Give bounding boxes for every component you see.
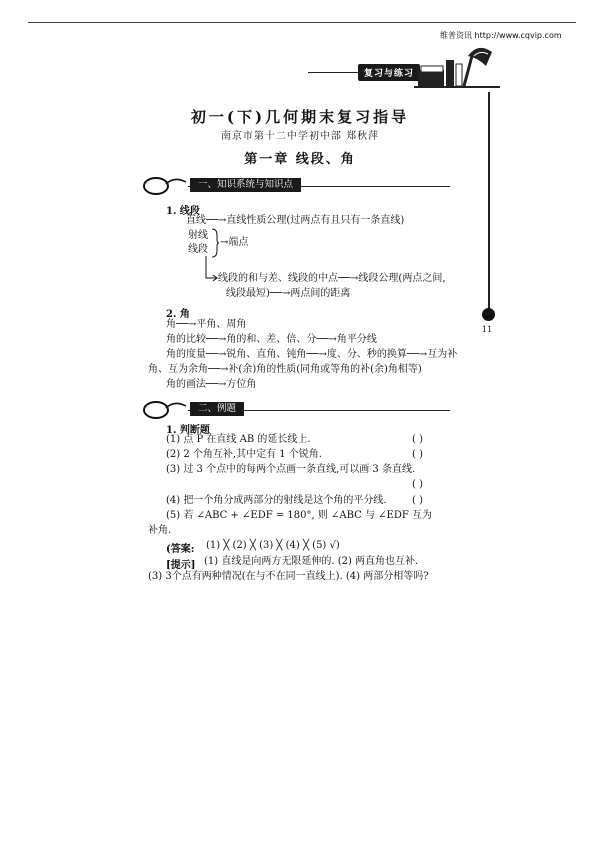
part1-label: 1. 线段 <box>166 206 200 217</box>
hint-text: (1) 直线是向两方无限延伸的. (2) 两直角也互补. <box>204 556 419 567</box>
article-title: 初一(下)几何期末复习指导 <box>190 108 410 126</box>
answer-text: (1) ╳ (2) ╳ (3) ╳ (4) ╳ (5) √) <box>206 540 340 551</box>
exercise-item: (4) 把一个角分成两部分的射线是这个角的平分线. <box>166 495 387 506</box>
hint-text: (3) 3个点有两种情况(在与不在同一直线上). (4) 两部分相等吗? <box>148 571 429 582</box>
part1-segment-axiom: 线段最短)──→两点间的距离 <box>226 288 351 299</box>
section1-heading: 一、知识系统与知识点 <box>190 178 301 192</box>
column-label: 复习与练习 <box>358 64 420 81</box>
exercise-item: (5) 若 ∠ABC + ∠EDF = 180°, 则 ∠ABC 与 ∠EDF 互为 <box>166 510 432 521</box>
chapter-title: 第一章 线段、角 <box>244 152 356 167</box>
part1-segment-sum: 线段的和与差、线段的中点──→线段公理(两点之间, <box>218 273 446 284</box>
header-rule <box>28 22 576 23</box>
margin-dot-icon <box>482 308 495 321</box>
exercise-item: (3) 过 3 个点中的每两个点画一条直线,可以画 3 条直线. <box>166 464 416 475</box>
part2-line: 角、互为余角──→补(余)角的性质(同角或等角的补(余)角相等) <box>148 364 422 375</box>
part1-line: 直线──→直线性质公理(过两点有且只有一条直线) <box>186 215 405 226</box>
page-number: 11 <box>482 325 493 334</box>
answer-label: (答案: <box>166 544 195 555</box>
exercise-item: 补角. <box>148 525 172 536</box>
section2-heading: 二、例题 <box>190 402 244 416</box>
exercise-item: (2) 2 个角互补,其中定有 1 个锐角. <box>166 449 322 460</box>
article-author: 南京市第十二中学初中部 郑秋萍 <box>220 131 380 142</box>
part2-label: 2. 角 <box>166 309 190 320</box>
hint-label: [提示] <box>166 560 196 571</box>
column-band-line <box>308 72 360 73</box>
part2-line: 角的比较──→角的和、差、倍、分──→角平分线 <box>166 334 377 345</box>
mouse-icon <box>142 172 190 196</box>
part1-ray: 射线 <box>188 230 208 241</box>
connector-arrow-icon <box>200 256 220 284</box>
answer-blank: ( ) <box>412 495 423 506</box>
answer-blank: ( ) <box>412 479 423 490</box>
mouse-icon <box>142 396 190 420</box>
part2-line: 角的画法──→方位角 <box>166 379 257 390</box>
part2-line: 角──→平角、周角 <box>166 319 247 330</box>
exercise-item: (1) 点 P 在直线 AB 的延长线上. <box>166 434 311 445</box>
answer-blank: ( ) <box>412 434 423 445</box>
part2-line: 角的度量──→锐角、直角、钝角──→度、分、秒的换算──→互为补 <box>166 349 458 360</box>
part1-segment: 线段 <box>188 244 208 255</box>
answer-blank: ( ) <box>412 449 423 460</box>
brace-icon <box>210 227 220 259</box>
part1-endpoint: →端点 <box>220 237 249 248</box>
exercise-heading: 1. 判断题 <box>166 425 210 436</box>
lamp-illustration-icon <box>412 42 502 94</box>
watermark: 维普资讯 http://www.cqvip.com <box>440 31 562 40</box>
